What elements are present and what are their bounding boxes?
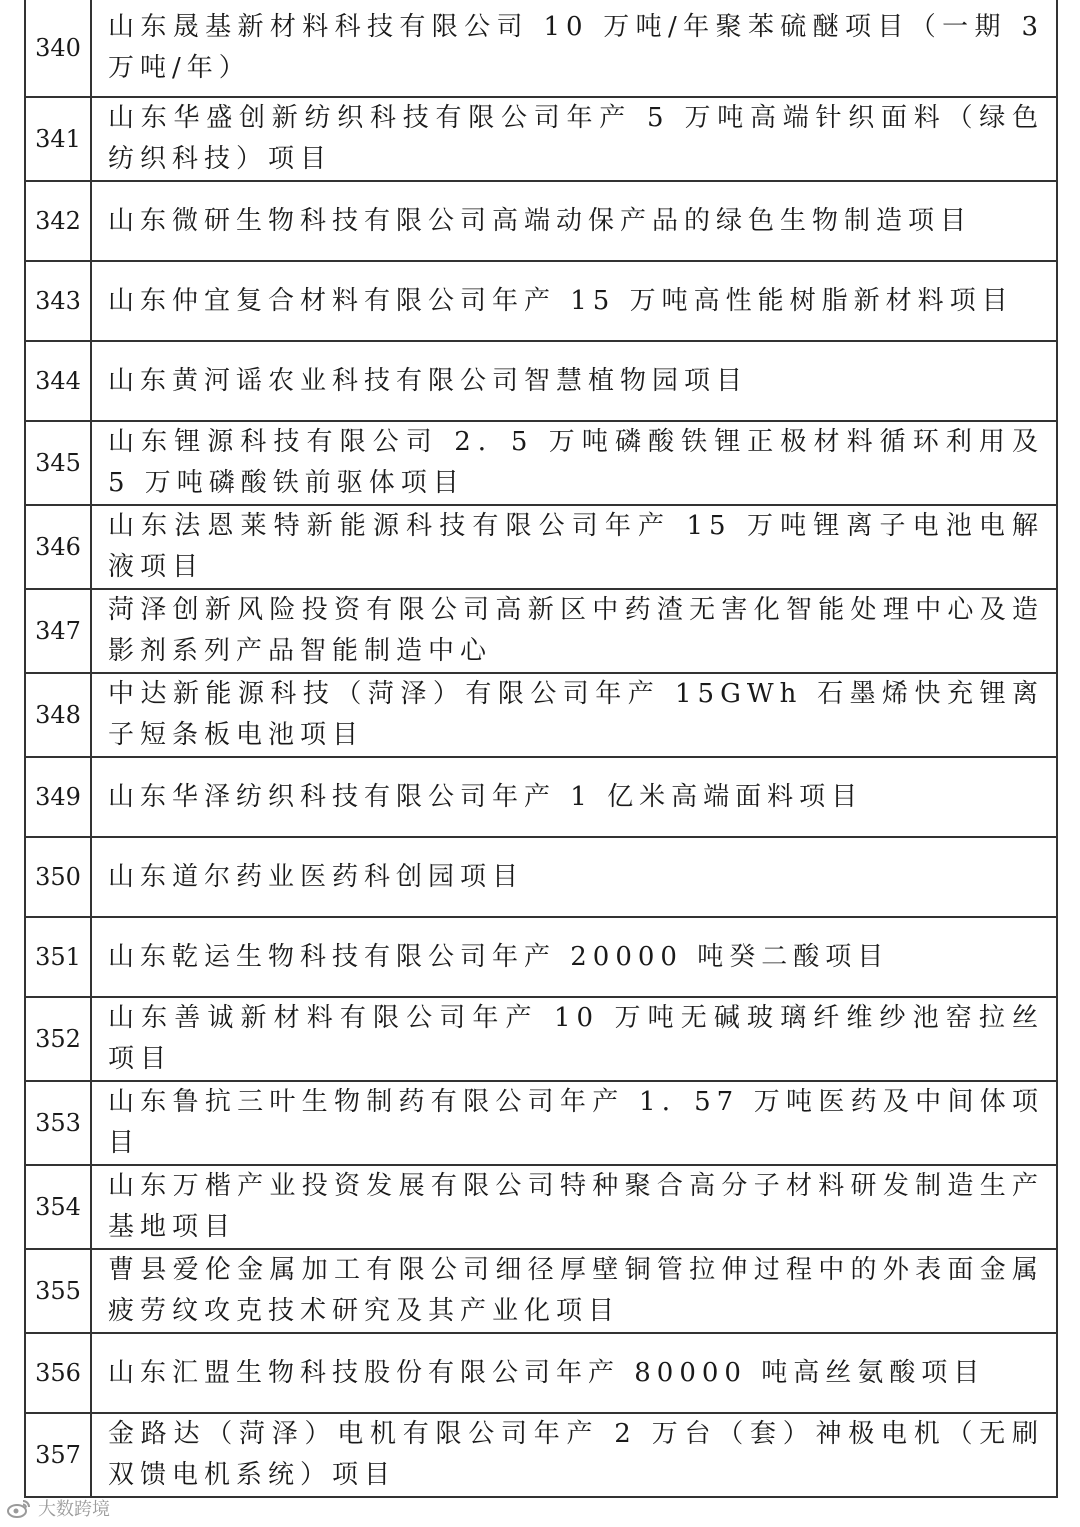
table-row	[25, 421, 1057, 505]
table-row	[25, 0, 1057, 97]
project-number: 357	[25, 1413, 91, 1497]
table-row	[25, 261, 1057, 341]
project-name: 菏泽创新风险投资有限公司高新区中药渣无害化智能处理中心及造影剂系列产品智能制造中心	[91, 589, 1057, 673]
project-name: 山东锂源科技有限公司 2．5 万吨磷酸铁锂正极材料循环利用及 5 万吨磷酸铁前驱体项目	[91, 421, 1057, 505]
table-row	[25, 1333, 1057, 1413]
project-name: 山东晟基新材料科技有限公司 10 万吨/年聚苯硫醚项目（一期 3 万吨/年）	[91, 0, 1057, 97]
project-number: 356	[25, 1333, 91, 1413]
project-name: 山东善诚新材料有限公司年产 10 万吨无碱玻璃纤维纱池窑拉丝项目	[91, 997, 1057, 1081]
watermark	[6, 1495, 110, 1521]
project-name: 金路达（菏泽）电机有限公司年产 2 万台（套）神极电机（无刷双馈电机系统）项目	[91, 1413, 1057, 1497]
table-row	[25, 1165, 1057, 1249]
watermark-text: 大数跨境	[38, 1499, 110, 1520]
project-number: 341	[25, 97, 91, 181]
project-number: 353	[25, 1081, 91, 1165]
table-row	[25, 757, 1057, 837]
project-number: 349	[25, 757, 91, 837]
project-name: 山东微研生物科技有限公司高端动保产品的绿色生物制造项目	[91, 181, 1057, 261]
table-row	[25, 1413, 1057, 1497]
weibo-logo-icon	[6, 1498, 32, 1518]
table-row	[25, 997, 1057, 1081]
project-name: 山东汇盟生物科技股份有限公司年产 80000 吨高丝氨酸项目	[91, 1333, 1057, 1413]
project-number: 343	[25, 261, 91, 341]
project-number: 344	[25, 341, 91, 421]
project-name: 山东仲宜复合材料有限公司年产 15 万吨高性能树脂新材料项目	[91, 261, 1057, 341]
project-name: 山东黄河谣农业科技有限公司智慧植物园项目	[91, 341, 1057, 421]
project-name: 山东道尔药业医药科创园项目	[91, 837, 1057, 917]
project-number: 355	[25, 1249, 91, 1333]
project-name: 山东华泽纺织科技有限公司年产 1 亿米高端面料项目	[91, 757, 1057, 837]
table-row	[25, 97, 1057, 181]
project-number: 351	[25, 917, 91, 997]
project-number: 346	[25, 505, 91, 589]
project-number: 350	[25, 837, 91, 917]
project-number: 347	[25, 589, 91, 673]
project-name: 山东万楷产业投资发展有限公司特种聚合高分子材料研发制造生产基地项目	[91, 1165, 1057, 1249]
project-name: 山东华盛创新纺织科技有限公司年产 5 万吨高端针织面料（绿色纺织科技）项目	[91, 97, 1057, 181]
table-row	[25, 1081, 1057, 1165]
project-number: 345	[25, 421, 91, 505]
project-name: 中达新能源科技（菏泽）有限公司年产 15GWh 石墨烯快充锂离子短条板电池项目	[91, 673, 1057, 757]
project-number: 342	[25, 181, 91, 261]
table-row	[25, 673, 1057, 757]
project-number: 352	[25, 997, 91, 1081]
project-name: 山东乾运生物科技有限公司年产 20000 吨癸二酸项目	[91, 917, 1057, 997]
table-row	[25, 181, 1057, 261]
project-name: 曹县爱伦金属加工有限公司细径厚壁铜管拉伸过程中的外表面金属疲劳纹攻克技术研究及其产业化项目	[91, 1249, 1057, 1333]
project-number: 340	[25, 0, 91, 97]
project-list-table	[24, 0, 1058, 1498]
table-row	[25, 341, 1057, 421]
table-row	[25, 917, 1057, 997]
table-row	[25, 837, 1057, 917]
project-number: 354	[25, 1165, 91, 1249]
table-row	[25, 505, 1057, 589]
project-name: 山东鲁抗三叶生物制药有限公司年产 1．57 万吨医药及中间体项目	[91, 1081, 1057, 1165]
project-number: 348	[25, 673, 91, 757]
table-row	[25, 589, 1057, 673]
project-name: 山东法恩莱特新能源科技有限公司年产 15 万吨锂离子电池电解液项目	[91, 505, 1057, 589]
table-row	[25, 1249, 1057, 1333]
